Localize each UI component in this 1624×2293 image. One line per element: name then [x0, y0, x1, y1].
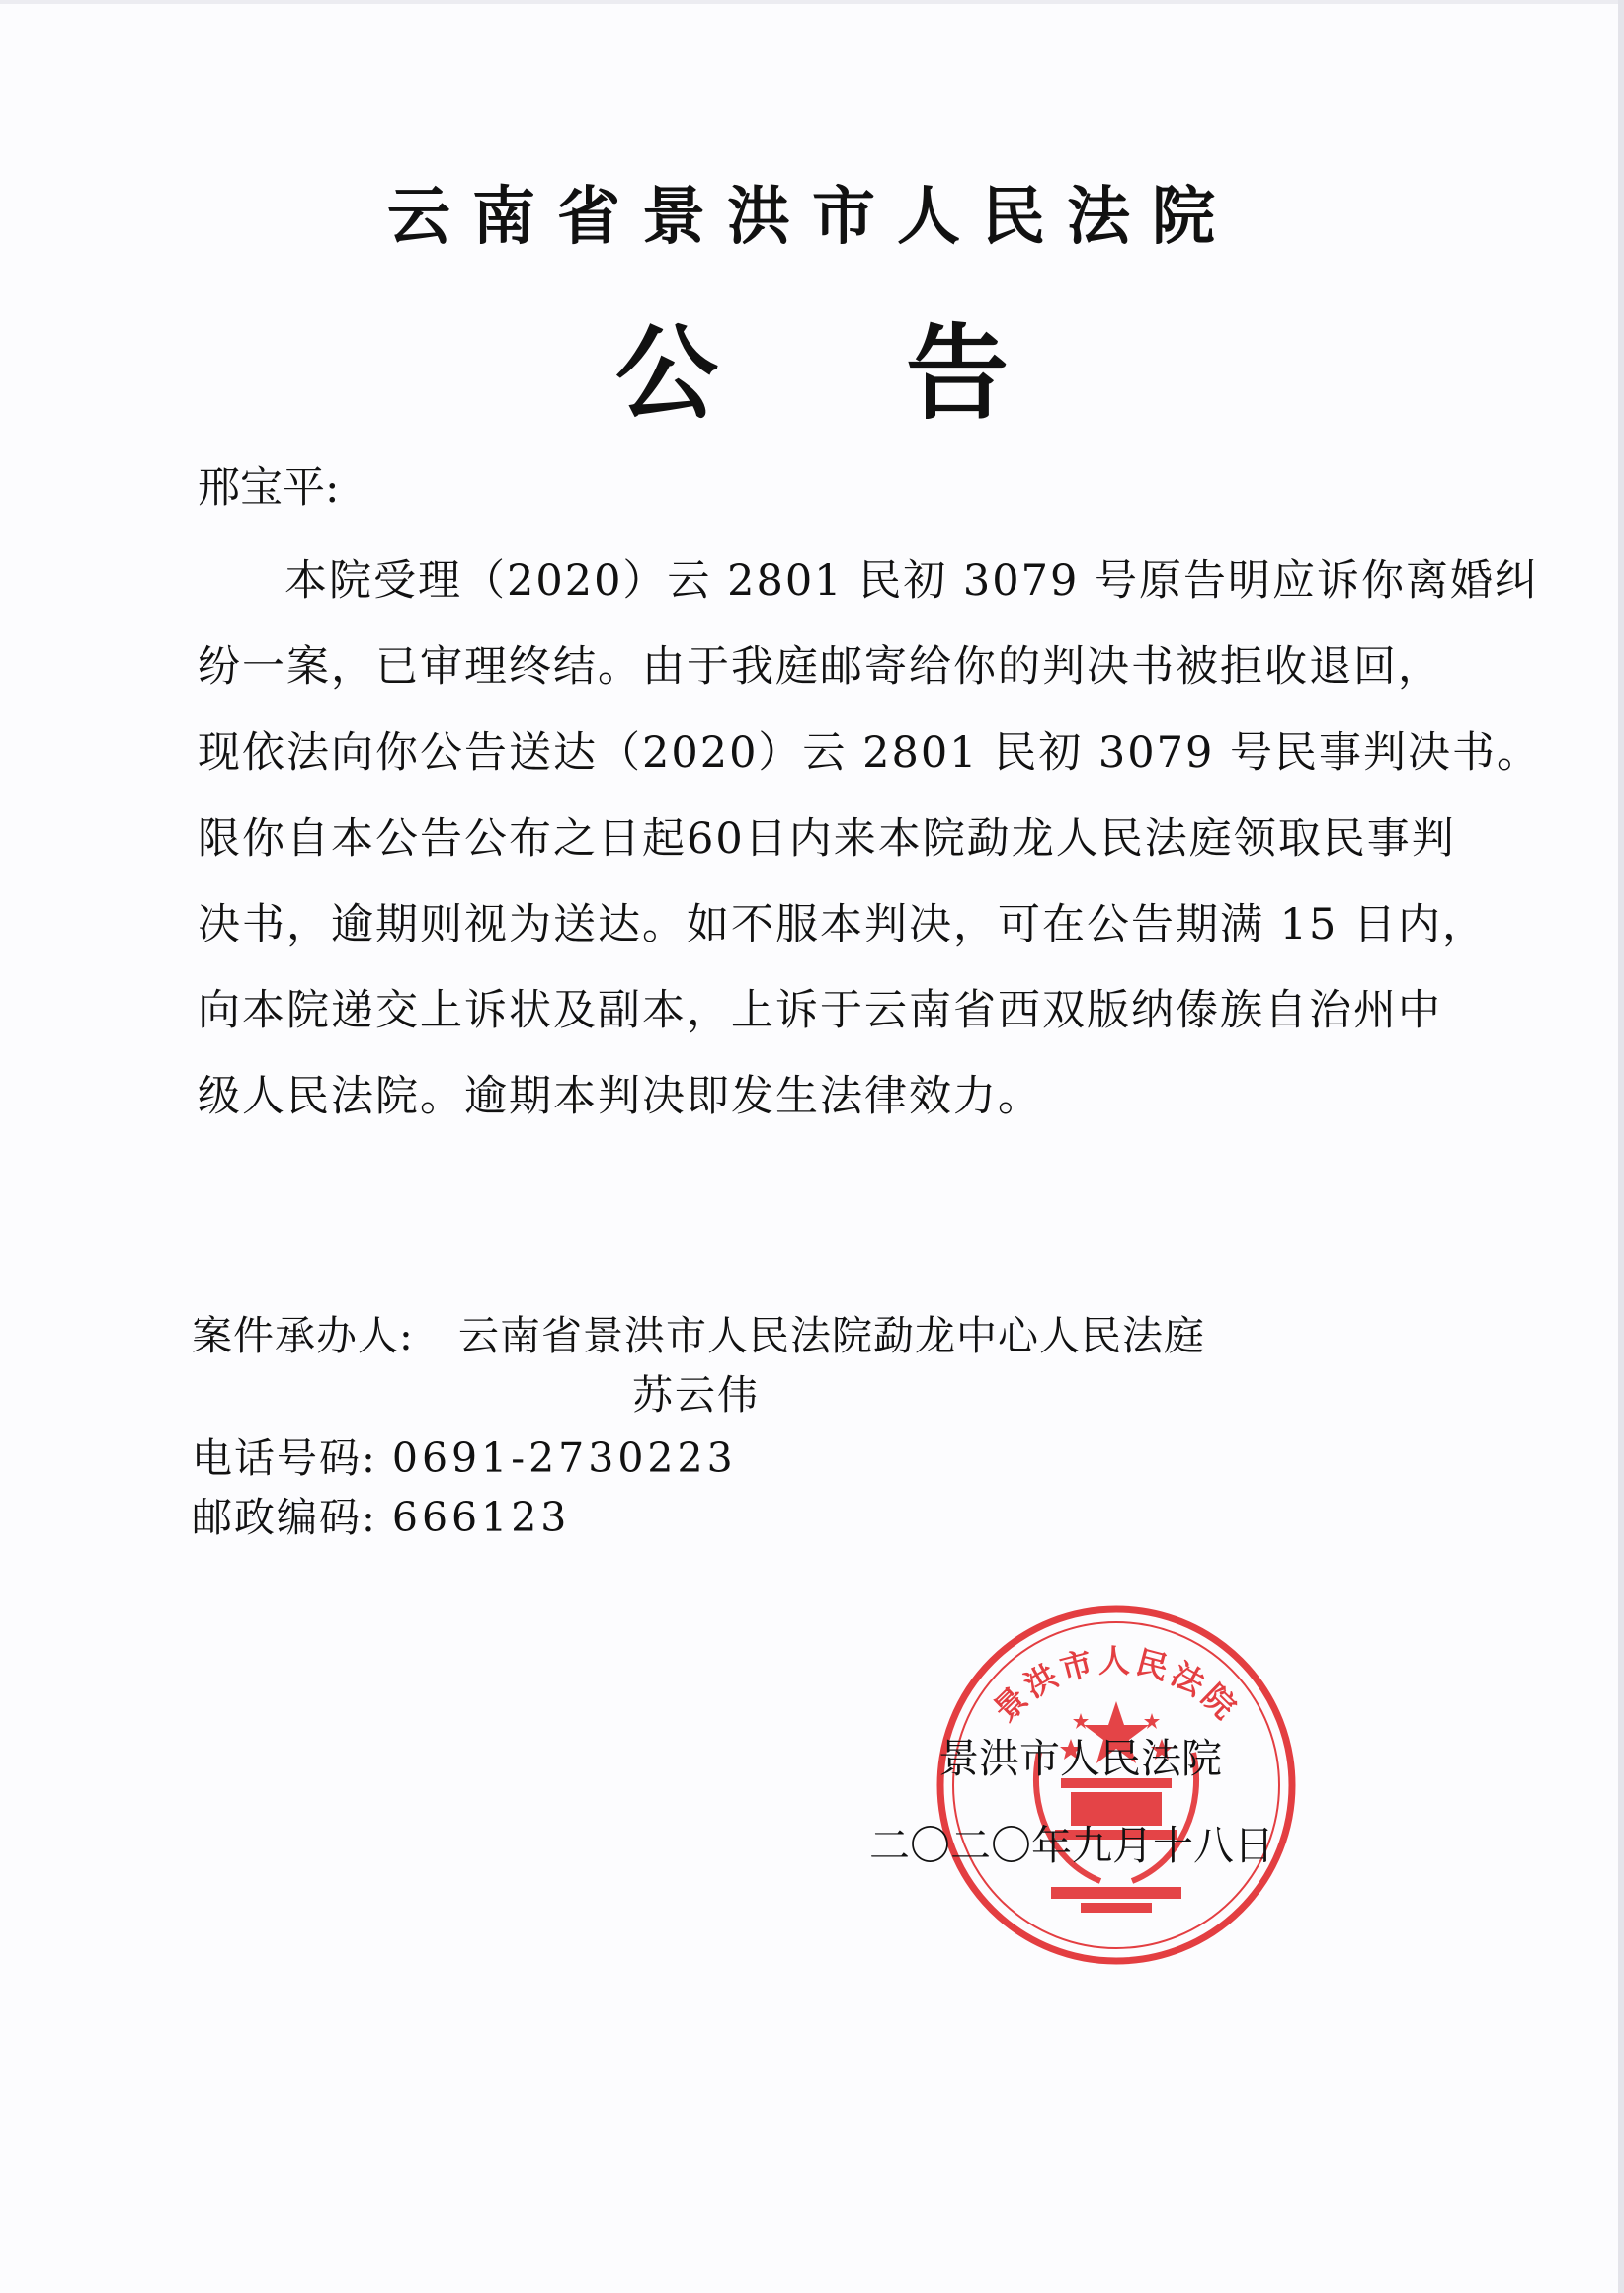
- phone-number: 0691-2730223: [391, 1434, 737, 1482]
- notice-body: [198, 549, 1541, 1151]
- notice-line: 限你自本公告公布之日起60日内来本院勐龙人民法庭领取民事判: [198, 814, 1456, 863]
- notice-line: 级人民法院。逾期本判决即发生法律效力。: [198, 1072, 1042, 1121]
- handler-label: 案件承办人:: [192, 1312, 414, 1359]
- court-title: 云南省景洪市人民法院: [387, 180, 1237, 254]
- postcode-line: [192, 1488, 570, 1547]
- postcode-label: 邮政编码:: [192, 1494, 377, 1541]
- scan-edge-top: [0, 0, 1624, 4]
- handler-name: 苏云伟: [632, 1371, 760, 1419]
- addressee: 邢宝平:: [198, 463, 340, 513]
- document-type: 公告: [614, 312, 1196, 434]
- notice-line: 本院受理（2020）云 2801 民初 3079 号原告明应诉你离婚纠: [284, 556, 1539, 606]
- notice-line: 向本院递交上诉状及副本，上诉于云南省西双版纳傣族自治州中: [198, 986, 1442, 1035]
- notice-line: 现依法向你公告送达（2020）云 2801 民初 3079 号民事判决书。: [198, 728, 1541, 778]
- phone-label: 电话号码:: [192, 1434, 377, 1482]
- notice-line: 决书，逾期则视为送达。如不服本判决，可在公告期满 15 日内，: [198, 900, 1488, 949]
- handler-organization: 云南省景洪市人民法院勐龙中心人民法庭: [458, 1312, 1205, 1359]
- signing-court: 景洪市人民法院: [938, 1735, 1222, 1782]
- seal-text: 景洪市人民法院: [986, 1642, 1247, 1729]
- postcode-number: 666123: [391, 1494, 571, 1541]
- signing-date: 二〇二〇年九月十八日: [869, 1822, 1274, 1869]
- notice-line: 纷一案，已审理终结。由于我庭邮寄给你的判决书被拒收退回，: [198, 642, 1442, 692]
- phone-line: [192, 1429, 737, 1488]
